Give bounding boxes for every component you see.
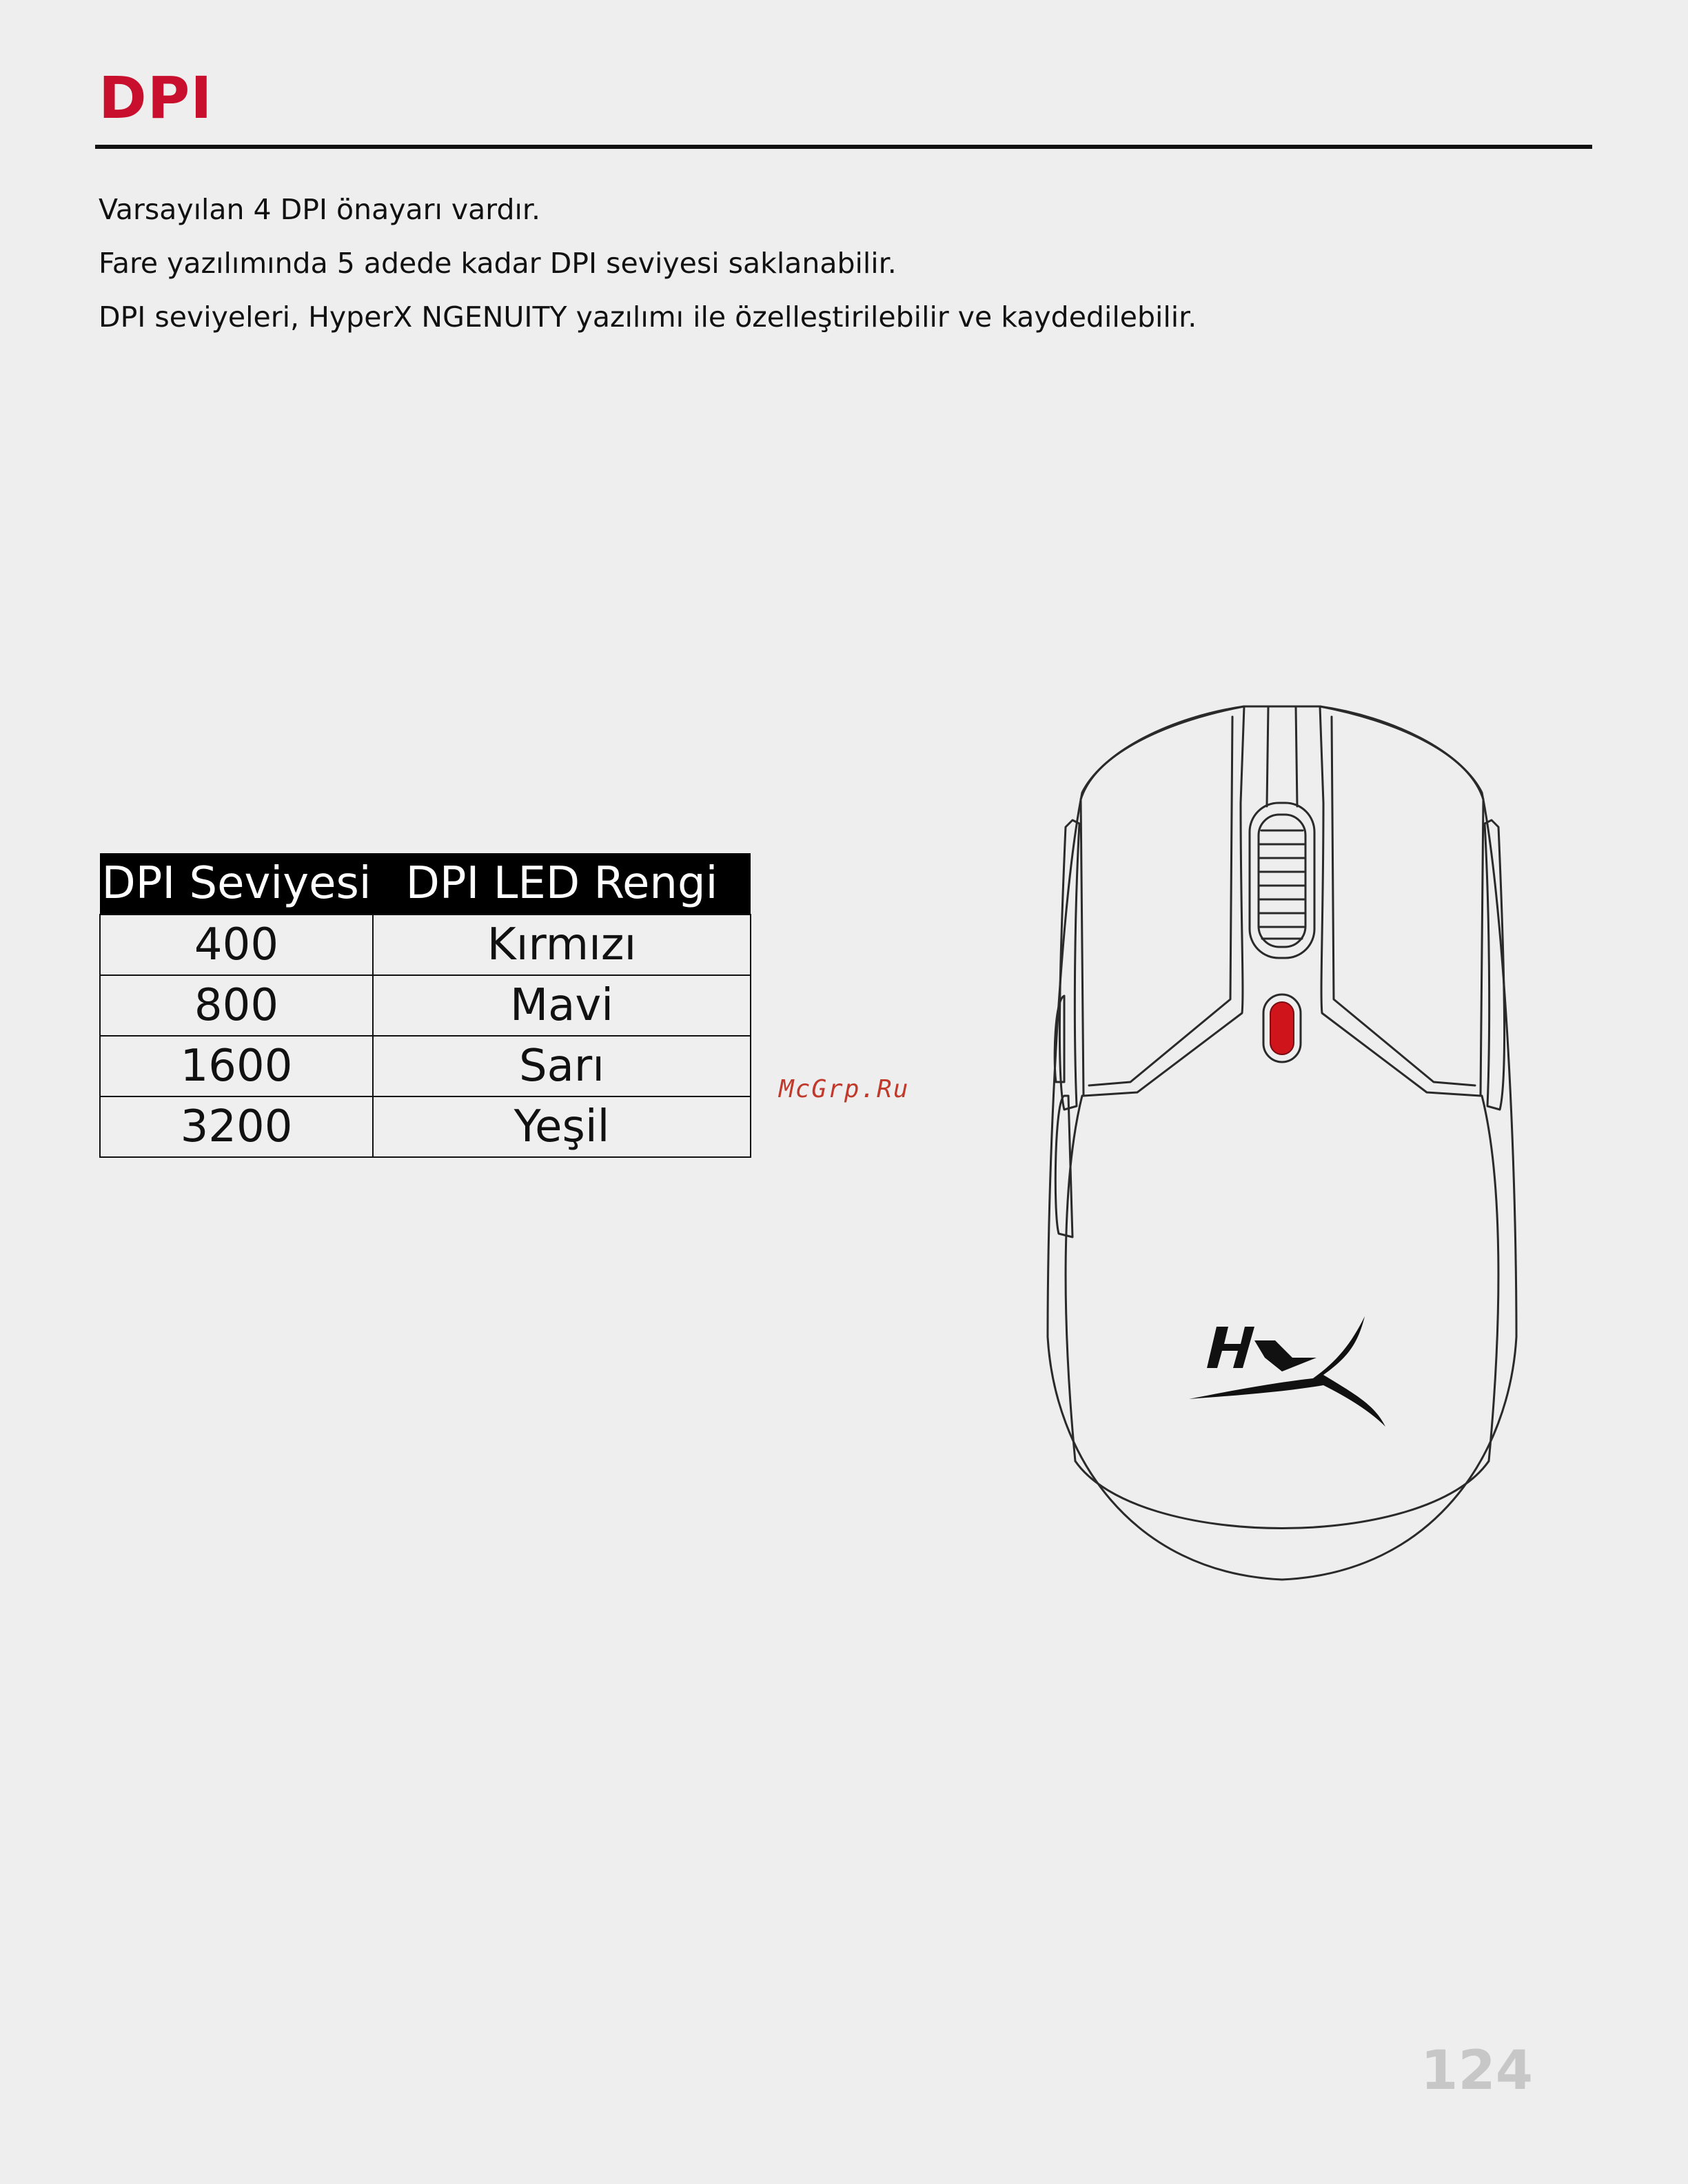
table-row (100, 1096, 751, 1157)
left-side-rail (1059, 820, 1079, 1110)
dpi-value-cell: 400 (100, 915, 373, 975)
led-color-cell: Mavi (373, 975, 751, 1036)
title-divider (95, 145, 1592, 149)
led-color-cell: Yeşil (373, 1096, 751, 1157)
dpi-value-cell: 800 (100, 975, 373, 1036)
dpi-value-cell: 1600 (100, 1036, 373, 1096)
dpi-button-led (1270, 1002, 1294, 1054)
paragraph-line: Varsayılan 4 DPI önayarı vardır. (99, 193, 540, 226)
header-dpi-level: DPI Seviyesi (100, 853, 373, 915)
mouse-body-outline (1048, 706, 1516, 1580)
right-side-rail (1485, 820, 1505, 1110)
page-title: DPI (99, 64, 213, 132)
scroll-wheel (1250, 803, 1314, 958)
right-click-button (1320, 706, 1483, 1096)
dpi-table (99, 853, 751, 1158)
intro-text (99, 183, 1197, 344)
left-click-button (1081, 706, 1244, 1096)
mouse-rear-line (1075, 1461, 1489, 1529)
dpi-value-cell: 3200 (100, 1096, 373, 1157)
mouse-palm-shell (1066, 1096, 1498, 1461)
paragraph-line: DPI seviyeleri, HyperX NGENUITY yazılımı ile özelleştirilebilir ve kaydedilebilir. (99, 300, 1197, 334)
page-number: 124 (1421, 2040, 1533, 2102)
table-row (100, 975, 751, 1036)
led-color-cell: Sarı (373, 1036, 751, 1096)
header-led-color: DPI LED Rengi (373, 853, 751, 915)
side-button-back (1055, 1096, 1072, 1237)
hyperx-logo (1189, 1316, 1385, 1427)
table-row (100, 915, 751, 975)
watermark: McGrp.Ru (779, 1075, 910, 1103)
led-color-cell: Kırmızı (373, 915, 751, 975)
mouse-illustration (1034, 696, 1530, 1592)
table-header-row (100, 853, 751, 915)
table-row (100, 1036, 751, 1096)
paragraph-line: Fare yazılımında 5 adede kadar DPI seviyesi saklanabilir. (99, 247, 897, 280)
